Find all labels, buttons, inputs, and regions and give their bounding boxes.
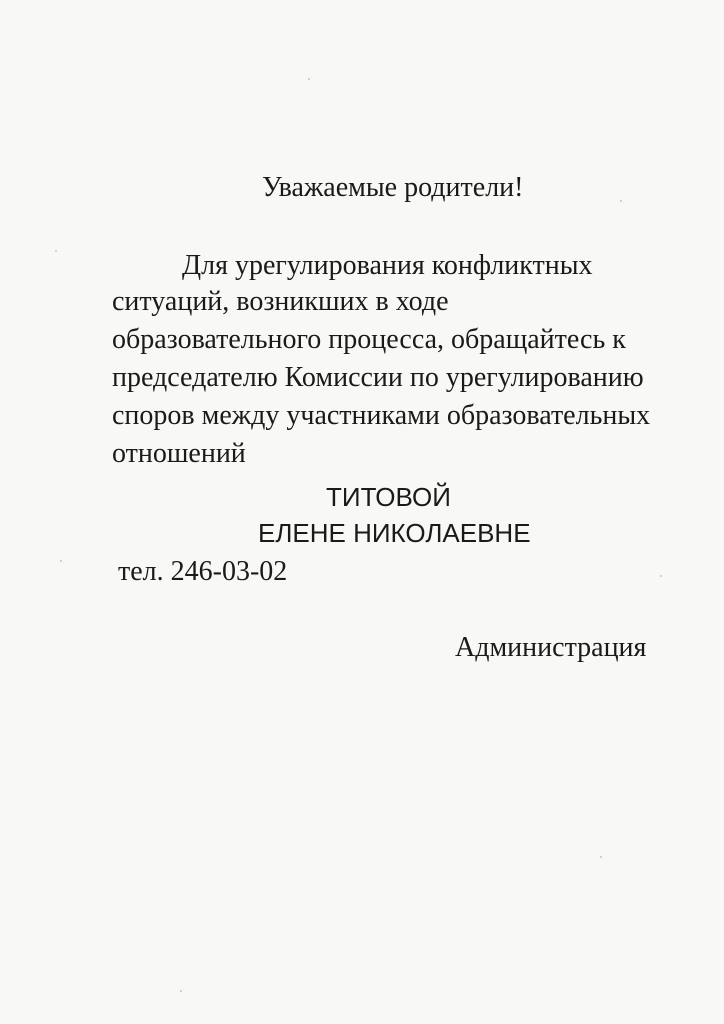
signature-administration: Администрация <box>455 632 647 663</box>
body-line-6: отношений <box>112 438 246 469</box>
scan-speck <box>660 575 662 577</box>
scan-speck <box>308 78 310 80</box>
scan-speck <box>60 560 62 562</box>
scan-speck <box>600 856 602 858</box>
body-line-5: споров между участниками образовательных <box>112 400 651 431</box>
phone-number: тел. 246-03-02 <box>118 556 288 587</box>
body-line-4: председателю Комиссии по урегулированию <box>112 362 644 393</box>
scan-speck <box>55 250 57 252</box>
body-line-3: образовательного процесса, обращайтесь к <box>112 324 626 355</box>
body-line-2: ситуаций, возникших в ходе <box>112 286 449 317</box>
recipient-name-patronymic: ЕЛЕНЕ НИКОЛАЕВНЕ <box>258 518 531 548</box>
scan-speck <box>620 200 622 202</box>
recipient-surname: ТИТОВОЙ <box>326 482 451 512</box>
body-line-1: Для урегулирования конфликтных <box>182 250 593 281</box>
scan-speck <box>180 990 182 992</box>
greeting-heading: Уважаемые родители! <box>262 172 524 203</box>
